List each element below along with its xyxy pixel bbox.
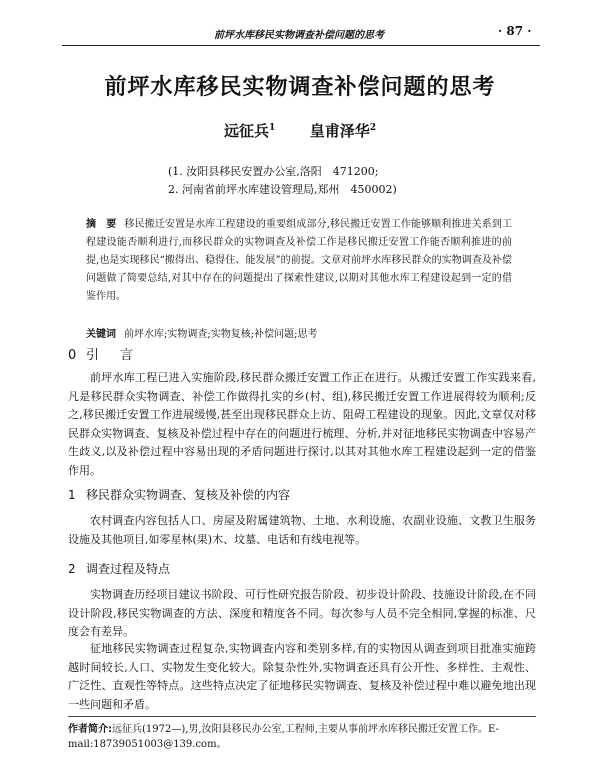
abstract-label: 摘 要: [86, 219, 117, 230]
section-title: 引 言: [86, 348, 138, 363]
keywords: [86, 325, 512, 340]
section-number: 1: [68, 488, 76, 502]
running-header: [0, 24, 600, 44]
keywords-text: 前坪水库;实物调查;实物复核;补偿问题;思考: [124, 329, 318, 340]
section-title: 移民群众实物调查、复核及补偿的内容: [86, 488, 291, 502]
running-header-title: 前坪水库移民实物调查补偿问题的思考: [214, 30, 384, 41]
affiliation-line: (1. 汝阳县移民安置办公室,洛阳 471200;: [168, 165, 379, 178]
paragraph: 征地移民实物调查过程复杂,实物调查内容和类别多样,有的实物因从调查到项目批准实施跨越时间较长,人口、实物发生变化较大。除复杂性外,实物调查还具有公开性、多样性、主观性、广泛性、直观性等特点。这些特点决定了征地移民实物调查、复核及补偿过程中难以避免地出现一些问题和矛盾。: [68, 642, 536, 711]
paragraph: 前坪水库工程已进入实施阶段,移民群众搬迁安置工作正在进行。从搬迁安置工作实践来看,凡是移民群众实物调查、补偿工作做得扎实的乡(村、组),移民搬迁安置工作进展得较为顺利;反之,移民搬迁安置工作进展缓慢,甚至出现移民群众上访、阻碍工程建设的现象。因此,文章仅对移民群众实物调查、复核及补偿过程中存在的问题进行梳理、分析,并对征地移民实物调查中容易产生歧义,以及补偿过程中容易出现的矛盾问题进行探讨,以其对其他水库工程建设起到一定的借鉴作用。: [68, 371, 536, 477]
paragraph: 农村调查内容包括人口、房屋及附属建筑物、土地、水利设施、农副业设施、文教卫生服务设施及其他项目,如零星林(果)木、坟墓、电话和有线电视等。: [68, 514, 536, 546]
author-name: 皇甫泽华: [309, 122, 370, 140]
author-affiliation-mark: 1: [269, 123, 276, 133]
section-heading-introduction: [68, 344, 137, 363]
author-name: 远征兵: [223, 122, 269, 140]
keywords-label: 关键词: [86, 329, 116, 340]
section-heading-content: [68, 486, 290, 503]
footnote-text: 远征兵(1972—),男,汝阳县移民办公室,工程师,主要从事前坪水库移民搬迁安置工作。E-mail:18739051003@139.com。: [68, 724, 499, 750]
affiliation-line: 2. 河南省前坪水库建设管理局,郑州 450002): [168, 183, 397, 196]
section-number: 0: [68, 348, 77, 363]
header-rule: [62, 45, 540, 46]
abstract-text: 移民搬迁安置是水库工程建设的重要组成部分,移民搬迁安置工作能够顺利推进关系到工程建设能否顺利进行,而移民群众的实物调查及补偿工作是移民搬迁安置工作能否顺利推进的前提,也是实现移民“搬得出、稳得住、能发展”的前提。文章对前坪水库移民群众的实物调查及补偿问题做了简要总结,对其中存在的问题提出了探索性建议,以期对其他水库工程建设起到一定的借鉴作用。: [86, 219, 512, 302]
article-title: 前坪水库移民实物调查补偿问题的思考: [104, 75, 496, 100]
abstract: [86, 216, 512, 306]
author-affiliation-mark: 2: [369, 123, 377, 133]
section-heading-process: [68, 560, 170, 577]
author-line: [0, 120, 600, 141]
author-footnote: [68, 722, 538, 752]
footnote-label: 作者简介:: [68, 724, 112, 735]
paragraph: 实物调查历经项目建议书阶段、可行性研究报告阶段、初步设计阶段、技施设计阶段,在不同设计阶段,移民实物调查的方法、深度和精度各不同。每次参与人员不完全相同,掌握的标准、尺度会有差异。: [68, 588, 536, 638]
footnote-rule: [68, 716, 536, 717]
page-number: · 87 ·: [498, 24, 532, 38]
section-number: 2: [68, 562, 76, 576]
section-title: 调查过程及特点: [86, 562, 171, 576]
